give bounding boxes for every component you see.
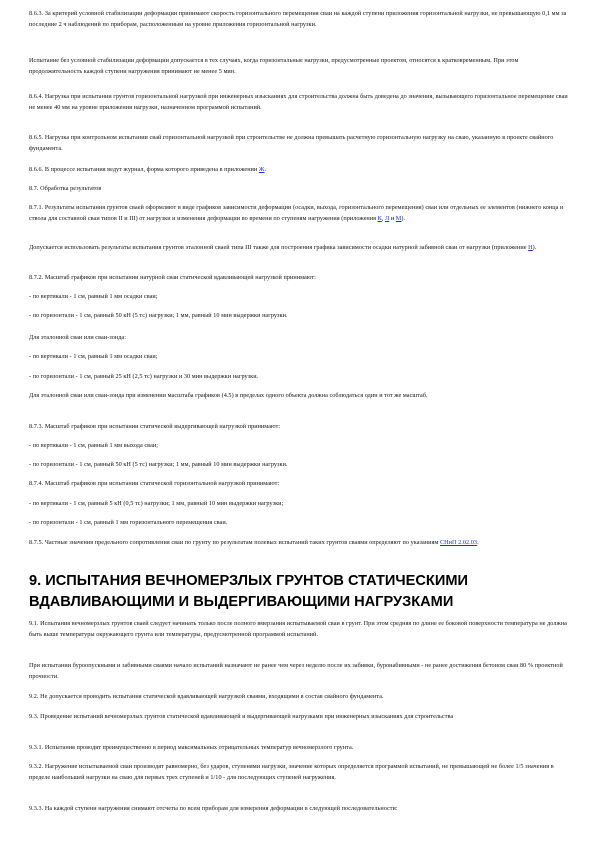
paragraph-8-6-6 — [29, 164, 569, 175]
paragraph-9-1: 9.1. Испытания вечномерзлых грунтов сваей следует начинать только после полного вмерзания испытываемой сваи в грунт. При этом средняя по длине ее боковой поверхности температура не должна быть выше температуры окружающего грунта или температуры, предусмотренной программой испытаний. — [29, 620, 567, 639]
paragraph-reference-pile-text: Допускается использовать результаты испытания грунтов эталонной сваей типа III также для построения графика зависимости осадки натурной забивной сваи от нагрузки (приложение — [29, 244, 529, 251]
paragraph-8-7-2: 8.7.2. Масштаб графиков при испытании натурной сваи статической вдавливающей нагрузкой принимают: — [29, 274, 316, 281]
list-item-horizontal-scale-4: - по горизонтали - 1 см, равный 1 мм горизонтального перемещения сваи. — [29, 519, 228, 526]
paragraph-9-2: 9.2. Не допускается проводить испытания статической вдавливающей нагрузкой сваями, входящими в состав свайного фундамента. — [29, 693, 384, 700]
appendix-n-link[interactable]: Н — [528, 244, 533, 251]
paragraph-8-6-6-end: . — [264, 166, 267, 173]
separator-text: , — [381, 215, 385, 223]
paragraph-bored-piles: При испытании буроопускными и забивными сваями начало испытаний назначают не ранее чем через неделю после их забивки, буронабивными - не ранее достижения бетоном сваи 80 % проектной прочности. — [29, 662, 563, 681]
appendix-k-link[interactable]: К — [377, 215, 382, 223]
appendix-l-link[interactable]: Л — [384, 215, 390, 223]
paragraph-8-7-5 — [29, 537, 569, 548]
paragraph-8-6-6-text: 8.6.6. В процессе испытания ведут журнал, форма которого приведена в приложении — [29, 166, 259, 173]
section-9-heading: 9. ИСПЫТАНИЯ ВЕЧНОМЕРЗЛЫХ ГРУНТОВ СТАТИЧЕСКИМИ ВДАВЛИВАЮЩИМИ И ВЫДЕРГИВАЮЩИМИ НАГРУЗКАМИ — [29, 573, 468, 610]
paragraph-reference-pile — [29, 242, 569, 253]
paragraph-8-7-1 — [29, 202, 569, 225]
separator-text: и — [389, 215, 396, 223]
snip-2-02-03-link[interactable]: СНиП 2.02.03 — [439, 539, 478, 546]
paragraph-8-7-1-end: ). — [401, 215, 406, 223]
list-item-vertical-scale-2: - по вертикали - 1 см, равный 1 мм осадки сваи; — [29, 353, 158, 360]
list-item-horizontal-scale-2: - по горизонтали - 1 см, равный 25 кН (2,5 тс) нагрузки и 30 мин выдержки нагрузки. — [29, 373, 259, 380]
list-item-horizontal-scale-1: - по горизонтали - 1 см, равный 50 кН (5 тс) нагрузки; 1 мм, равный 10 мин выдержки нагрузки. — [29, 312, 288, 319]
paragraph-8-7-5-text: 8.7.5. Частные значения предельного сопротивления сваи по грунту по результатам полевых испытаний таких грунтов сваями определяют по указаниям — [29, 539, 440, 546]
paragraph-short-term-trials: Испытание без условной стабилизации деформации допускается в тех случаях, когда горизонтальные нагрузки, предусмотренные проектом, относятся к кратковременным. При этом продолжительность каждой ступени нагружения принимают не менее 5 мин. — [29, 57, 519, 76]
paragraph-reference-pile-heading: Для эталонной сваи или сваи-зонда: — [29, 334, 126, 341]
paragraph-9-3-1: 9.3.1. Испытания проводят преимущественно в период максимальных отрицательных температур вечномерзлого грунта. — [29, 744, 354, 751]
list-item-horizontal-scale-3: - по горизонтали - 1 см, равный 50 кН (5 тс) нагрузки; 1 мм, равный 10 мин выдержки нагрузки. — [29, 461, 288, 468]
list-item-vertical-scale-4: - по вертикали - 1 см, равный 5 кН (0,5 тс) нагрузки; 1 мм, равный 10 мин выдержки нагрузки; — [29, 500, 284, 507]
list-item-vertical-scale-3: - по вертикали - 1 см, равный 1 мм выхода сваи; — [29, 442, 158, 449]
paragraph-8-7-5-end: . — [477, 539, 479, 546]
paragraph-9-3: 9.3. Проведение испытаний вечномерзлых грунтов статической вдавливающей и выдергивающей нагрузками при инженерных изысканиях для строительства — [29, 713, 454, 720]
paragraph-8-7-title: 8.7. Обработка результатов — [29, 185, 102, 192]
appendix-m-link[interactable]: М — [395, 215, 402, 223]
paragraph-9-3-2: 9.3.2. Нагружение испытываемой сваи производят равномерно, без ударов, ступенями нагрузки, значение которых определяется программой испытаний, не превышающей не более 1/5 значения в пределе наибольшей нагрузки на сваю для первых трех ступеней и 1/10 - для последующих ступеней нагружения. — [29, 763, 554, 782]
paragraph-9-3-3: 9.3.3. На каждой ступени нагружения снимают отсчеты по всем приборам для измерения деформации в следующей последовательности: — [29, 805, 398, 812]
paragraph-8-7-4: 8.7.4. Масштаб графиков при испытании статической горизонтальной нагрузкой принимают: — [29, 480, 280, 487]
paragraph-reference-pile-end: ). — [532, 244, 537, 251]
list-item-vertical-scale-1: - по вертикали - 1 см, равный 1 мм осадки сваи; — [29, 293, 158, 300]
paragraph-8-7-1-text: 8.7.1. Результаты испытания грунтов сваей оформляют в виде графиков зависимости деформации (осадки, выхода, горизонтального перемещения) сваи или отдельных ее элементов (нижнего конца и ствола для составной сваи типов II и III) от нагрузки и изменения деформации во времени по ступеням нагружения (приложения — [29, 204, 564, 223]
paragraph-8-7-3: 8.7.3. Масштаб графиков при испытании статической выдергивающей нагрузкой принимают: — [29, 423, 281, 430]
paragraph-8-6-4: 8.6.4. Нагрузка при испытании грунтов горизонтальной нагрузкой при инженерных изысканиях для строительства должна быть доведена до значения, вызывающего горизонтальное перемещение сваи не менее 40 мм на уровне приложения нагрузки, назначенном программой испытаний. — [29, 93, 568, 112]
paragraph-scale-consistency: Для эталонной сваи или сваи-зонда при изменении масштаба графиков (4.5) в пределах одного объекта должна соблюдаться один и тот же масштаб. — [29, 392, 428, 399]
paragraph-8-6-3: 8.6.3. За критерий условной стабилизации деформации принимают скорость горизонтального перемещения сваи на каждой ступени приложения горизонтальной нагрузки, не превышающую 0,1 мм за последние 2 ч наблюдений по приборам, расположенным на уровне приложения горизонтальной нагрузки. — [29, 10, 567, 29]
paragraph-8-6-5: 8.6.5. Нагрузка при контрольном испытании свай горизонтальной нагрузкой при строительстве не должна превышать расчетную горизонтальную нагрузку на сваю, указанную в проекте свайного фундамента. — [29, 134, 554, 153]
appendix-zh-link[interactable]: Ж — [258, 166, 265, 173]
